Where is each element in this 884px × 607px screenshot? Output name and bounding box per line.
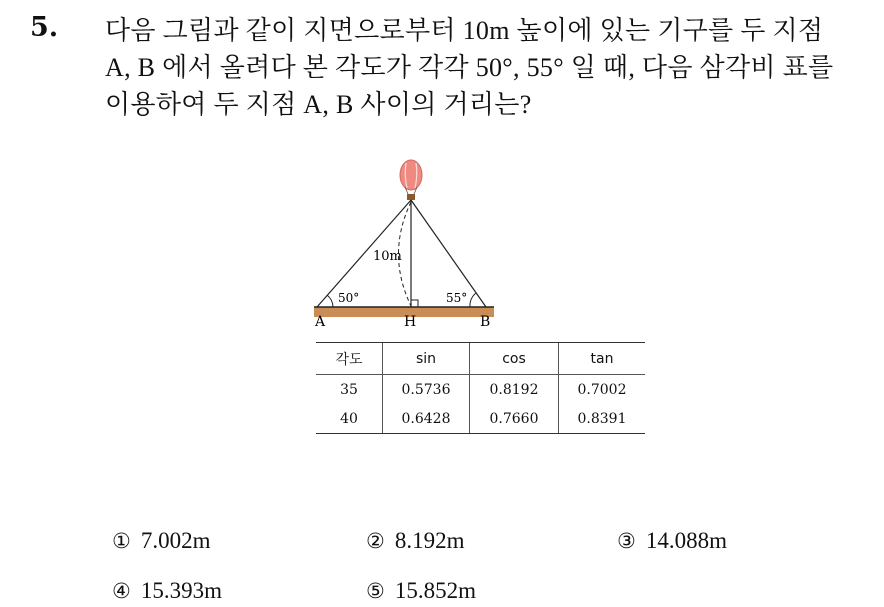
table-cell: 0.7660 — [470, 404, 559, 434]
angle-arc-b — [470, 293, 476, 307]
right-angle-mark — [411, 300, 418, 307]
choice-1-text: 7.002m — [140, 528, 211, 553]
choice-5-mark: ⑤ — [366, 579, 385, 603]
balloon-diagram — [300, 150, 510, 330]
table-cell: 0.7002 — [559, 375, 646, 405]
choice-3[interactable] — [617, 528, 727, 554]
choice-2-mark: ② — [366, 529, 385, 553]
header-sin: sin — [383, 343, 470, 375]
question-line-2: A, B 에서 올려다 본 각도가 각각 50°, 55° 일 때, 다음 삼각비 표를 — [105, 53, 834, 82]
choice-1-mark: ① — [112, 529, 131, 553]
table-cell: 0.8391 — [559, 404, 646, 434]
trig-table-header — [316, 343, 645, 375]
table-row — [316, 375, 645, 405]
point-h-label: H — [404, 314, 417, 330]
header-angle: 각도 — [316, 343, 383, 375]
question-text — [105, 12, 865, 123]
table-cell: 35 — [340, 381, 358, 398]
header-tan: tan — [559, 343, 646, 375]
table-row — [316, 404, 645, 434]
choice-5[interactable] — [366, 578, 476, 604]
angle-arc-a — [327, 295, 333, 307]
question-line-3: 이용하여 두 지점 A, B 사이의 거리는? — [105, 90, 532, 119]
point-b-label: B — [480, 314, 491, 330]
choice-1[interactable] — [112, 528, 210, 554]
angle-a-label: 50° — [338, 291, 360, 305]
choice-3-mark: ③ — [617, 529, 636, 553]
choice-3-text: 14.088m — [645, 528, 727, 553]
angle-b-label: 55° — [446, 291, 468, 305]
trig-table — [316, 342, 645, 434]
table-cell: 0.5736 — [383, 375, 470, 405]
header-cos: cos — [470, 343, 559, 375]
choice-4[interactable] — [112, 578, 222, 604]
choice-4-text: 15.393m — [140, 578, 222, 603]
choice-5-text: 15.852m — [394, 578, 476, 603]
question-number: 5. — [30, 12, 59, 43]
height-label: 10m — [373, 249, 402, 264]
choice-2-text: 8.192m — [394, 528, 465, 553]
question-line-1: 다음 그림과 같이 지면으로부터 10m 높이에 있는 기구를 두 지점 — [105, 16, 824, 45]
choice-4-mark: ④ — [112, 579, 131, 603]
point-a-label: A — [315, 314, 326, 330]
table-cell: 0.6428 — [383, 404, 470, 434]
choice-2[interactable] — [366, 528, 464, 554]
balloon-figure — [300, 150, 510, 330]
balloon-icon — [400, 160, 422, 200]
table-cell: 0.8192 — [470, 375, 559, 405]
table-cell: 40 — [316, 404, 383, 434]
